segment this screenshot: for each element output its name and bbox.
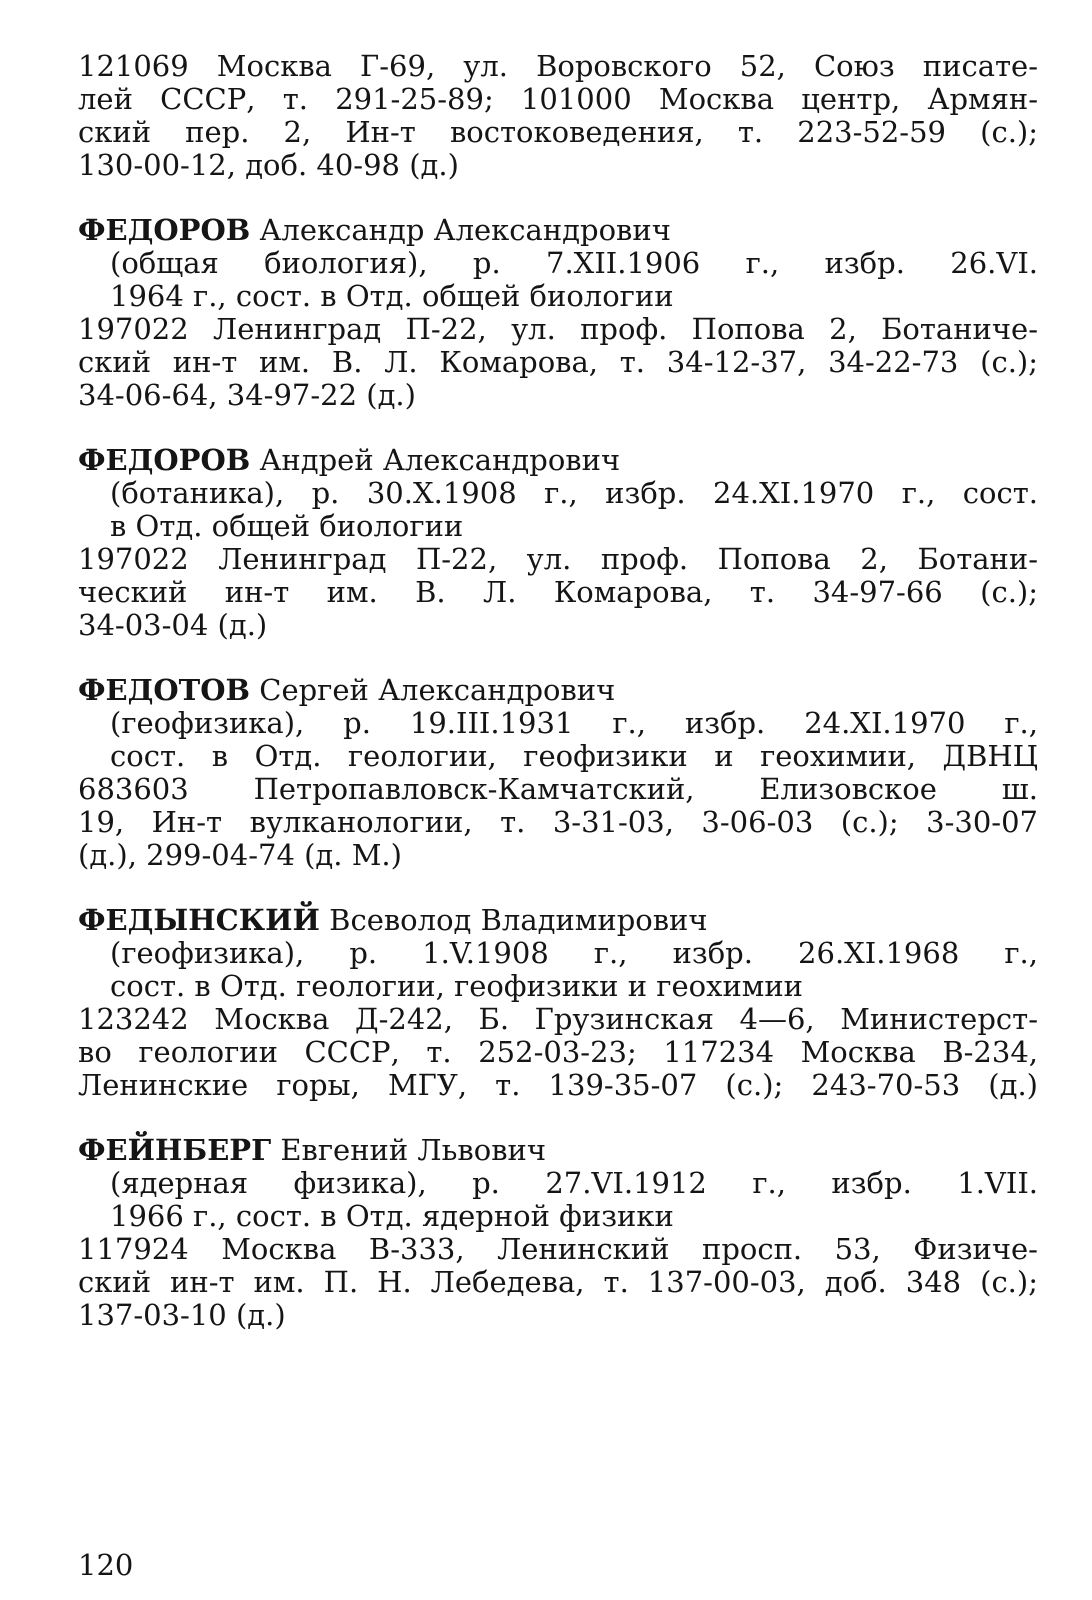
page-number: 120 (78, 1548, 134, 1582)
address-line: во геологии СССР, т. 252-03-23; 117234 Москва В-234, (78, 1035, 1038, 1069)
address-line: 683603 Петропавловск-Камчатский, Елизовское ш. (78, 772, 1038, 806)
given-name: Всеволод Владимирович (329, 903, 708, 937)
entry-name (78, 1134, 1038, 1167)
description-line: в Отд. общей биологии (110, 509, 464, 543)
description-line: (общая биология), р. 7.XII.1906 г., избр. 26.VI. (110, 246, 1038, 280)
address-line: 19, Ин-т вулканологии, т. 3-31-03, 3-06-03 (с.); 3-30-07 (78, 805, 1038, 839)
address-line: (д.), 299-04-74 (д. М.) (78, 838, 402, 872)
address-line: 123242 Москва Д-242, Б. Грузинская 4—6, Министерст- (78, 1002, 1038, 1036)
surname: ФЕДОРОВ (78, 213, 251, 247)
entry-fedorov-andrei (78, 444, 1038, 642)
address-line: 34-06-64, 34-97-22 (д.) (78, 378, 416, 412)
description-line: 1964 г., сост. в Отд. общей биологии (110, 279, 674, 313)
description-line: сост. в Отд. геологии, геофизики и геохимии, ДВНЦ (110, 739, 1038, 773)
given-name: Андрей Александрович (259, 443, 621, 477)
address-line: 197022 Ленинград П-22, ул. проф. Попова 2, Ботани- (78, 542, 1038, 576)
description-line: 1966 г., сост. в Отд. ядерной физики (110, 1199, 674, 1233)
address-line: ский ин-т им. П. Н. Лебедева, т. 137-00-03, доб. 348 (с.); (78, 1265, 1038, 1299)
address-line: 34-03-04 (д.) (78, 608, 268, 642)
given-name: Евгений Львович (280, 1133, 547, 1167)
entry-fedorov-aleksandr (78, 214, 1038, 412)
address-line: 137-03-10 (д.) (78, 1298, 286, 1332)
entry-name (78, 214, 1038, 247)
entry-fedotov (78, 674, 1038, 872)
given-name: Сергей Александрович (259, 673, 616, 707)
description-line: (геофизика), р. 1.V.1908 г., избр. 26.XI.1968 г., (110, 936, 1038, 970)
entry-name (78, 674, 1038, 707)
address-line: 197022 Ленинград П-22, ул. проф. Попова 2, Ботаниче- (78, 312, 1038, 346)
description-line: (геофизика), р. 19.III.1931 г., избр. 24.XI.1970 г., (110, 706, 1038, 740)
address-line: ский пер. 2, Ин-т востоковедения, т. 223-52-59 (с.); (78, 115, 1038, 149)
entry-name (78, 904, 1038, 937)
entry-continuation (78, 50, 1038, 182)
description-line: сост. в Отд. геологии, геофизики и геохимии (110, 969, 803, 1003)
entry-fedynsky (78, 904, 1038, 1102)
surname: ФЕЙНБЕРГ (78, 1133, 272, 1167)
address-line: лей СССР, т. 291-25-89; 101000 Москва центр, Армян- (78, 82, 1038, 116)
address-line: 121069 Москва Г-69, ул. Воровского 52, Союз писате- (78, 49, 1038, 83)
address-line: 130-00-12, доб. 40-98 (д.) (78, 148, 459, 182)
surname: ФЕДОТОВ (78, 673, 251, 707)
description-line: (ядерная физика), р. 27.VI.1912 г., избр. 1.VII. (110, 1166, 1038, 1200)
given-name: Александр Александрович (259, 213, 671, 247)
address-line: ческий ин-т им. В. Л. Комарова, т. 34-97-66 (с.); (78, 575, 1038, 609)
address-line: ский ин-т им. В. Л. Комарова, т. 34-12-37, 34-22-73 (с.); (78, 345, 1038, 379)
entry-name (78, 444, 1038, 477)
description-line: (ботаника), р. 30.X.1908 г., избр. 24.XI.1970 г., сост. (110, 476, 1038, 510)
surname: ФЕДЫНСКИЙ (78, 903, 320, 937)
address-line: 117924 Москва В-333, Ленинский просп. 53, Физиче- (78, 1232, 1038, 1266)
entry-feinberg (78, 1134, 1038, 1332)
address-line: Ленинские горы, МГУ, т. 139-35-07 (с.); 243-70-53 (д.) (78, 1068, 1038, 1102)
directory-page (78, 50, 1038, 1364)
surname: ФЕДОРОВ (78, 443, 251, 477)
